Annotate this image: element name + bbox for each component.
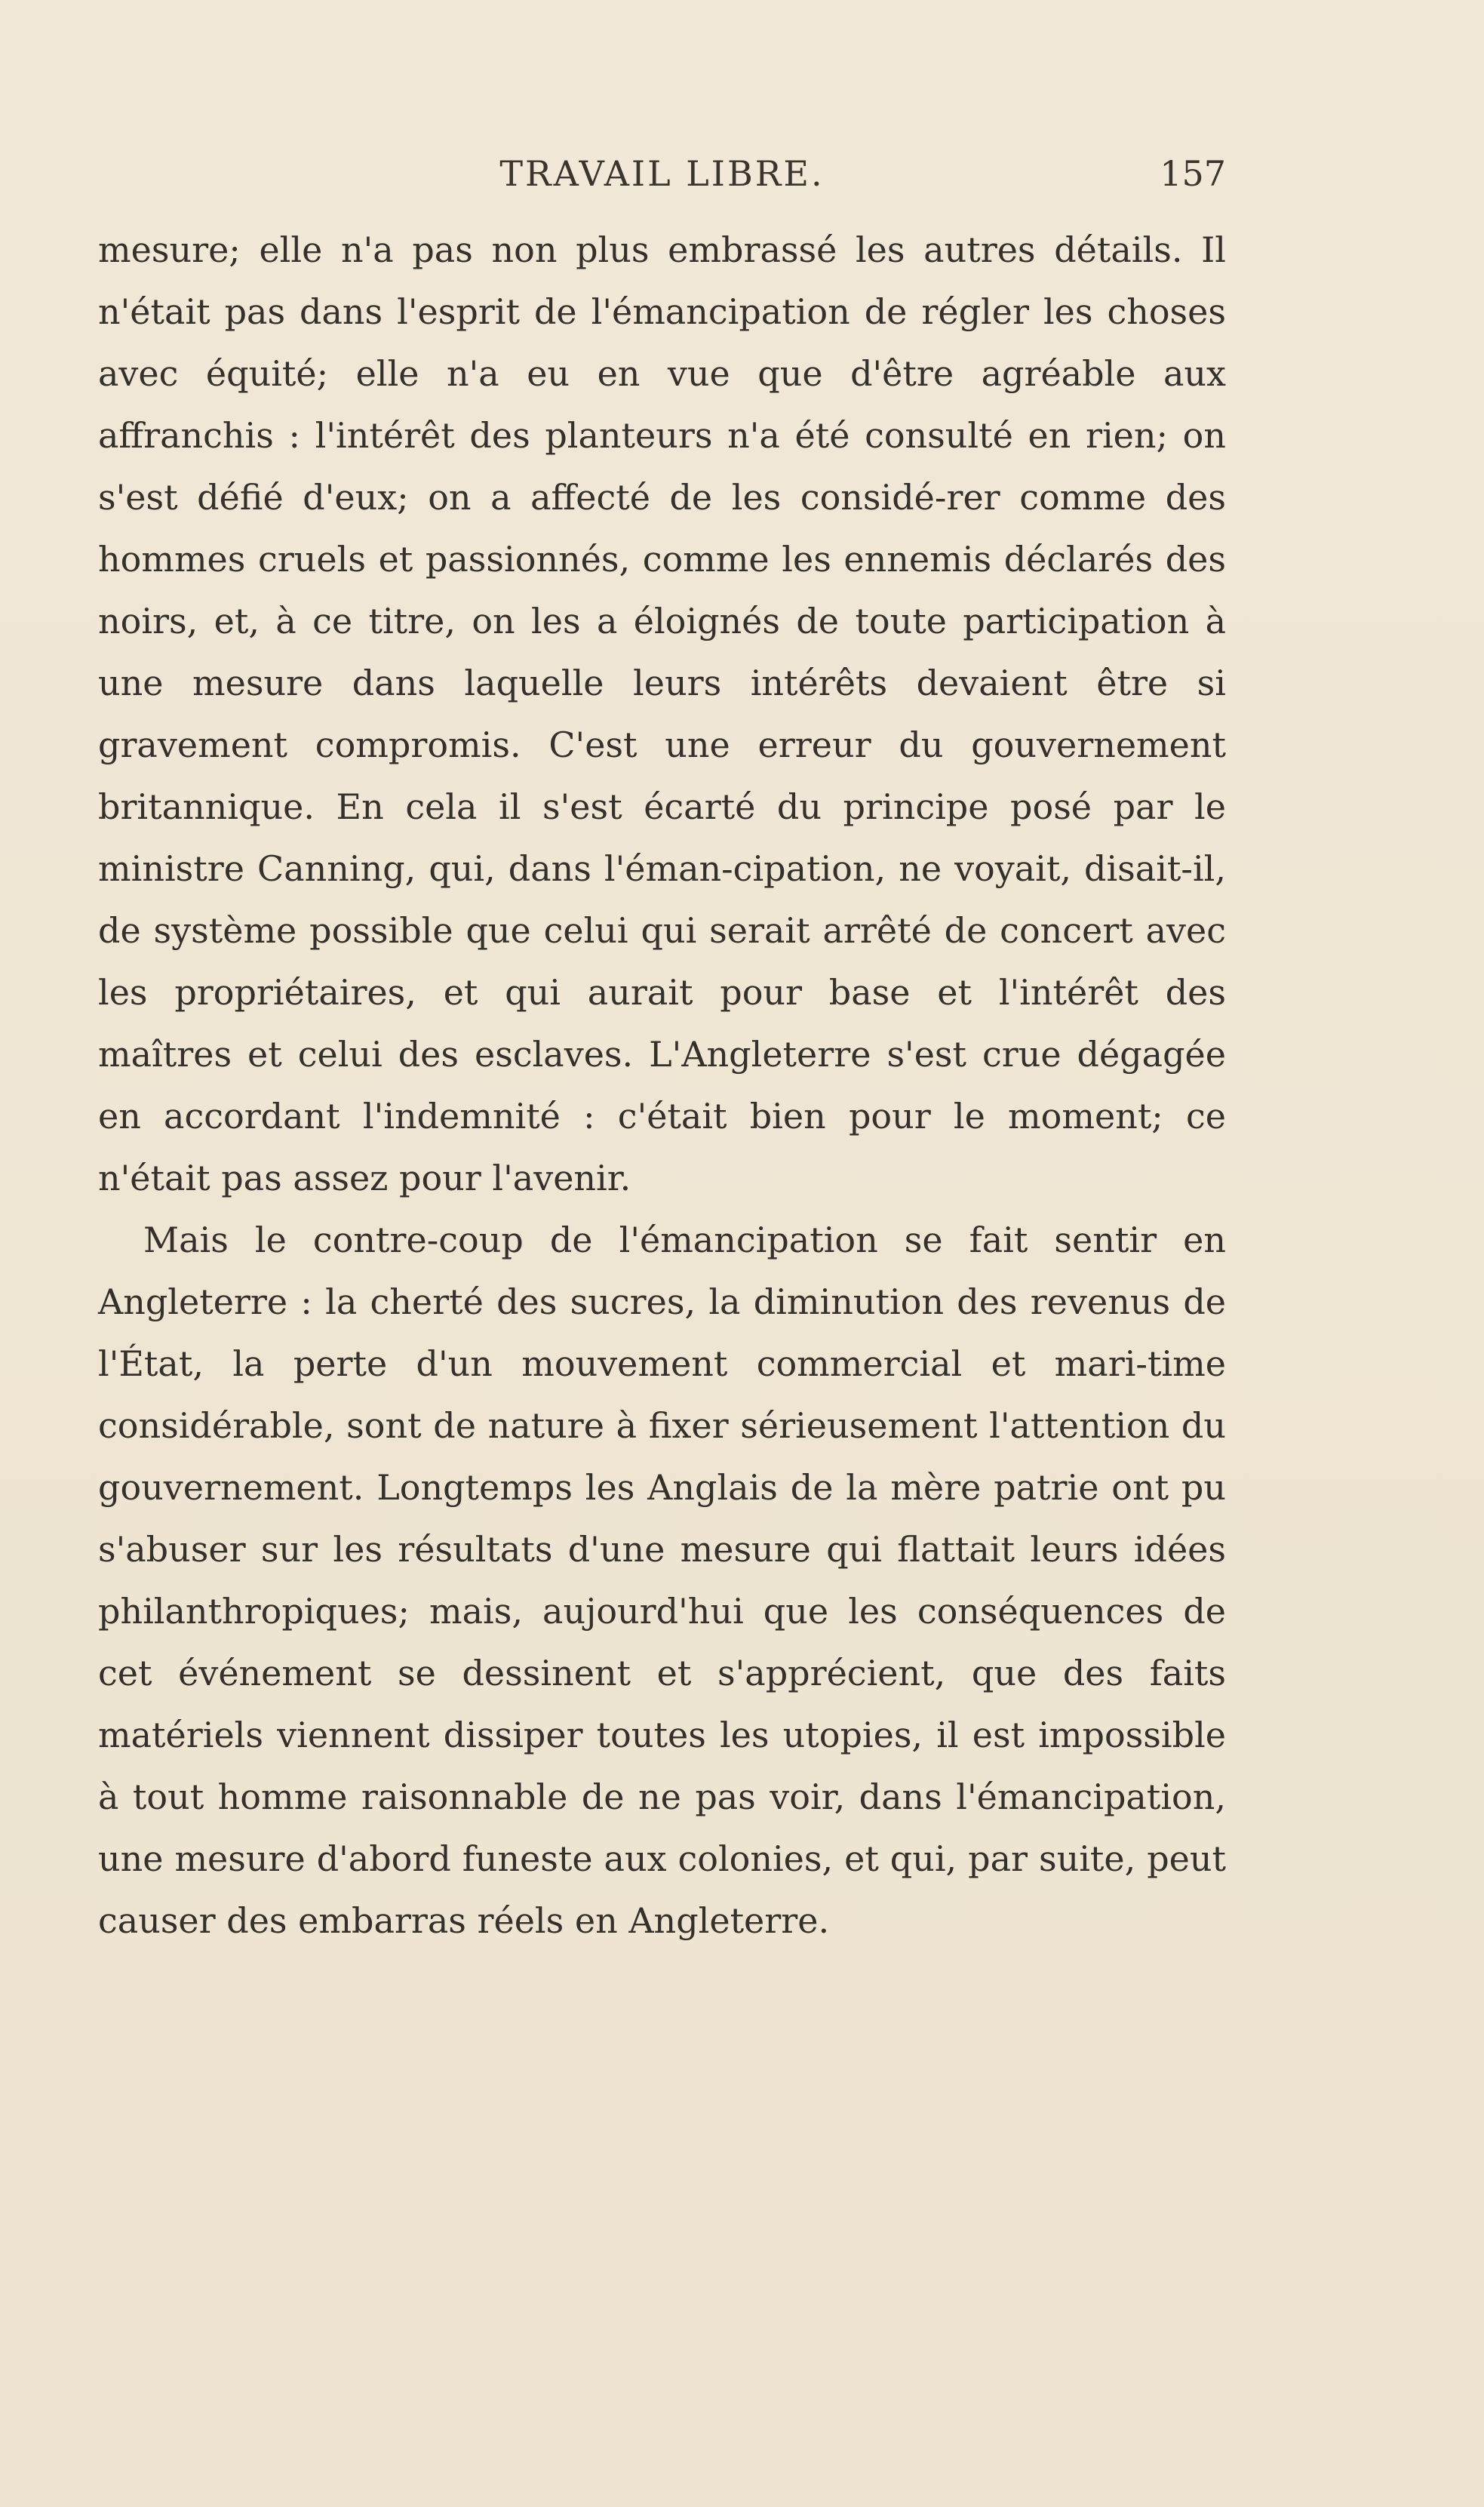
running-title: TRAVAIL LIBRE. [499,153,825,194]
running-head [98,147,1226,200]
page-number: 157 [1160,153,1226,194]
paragraph: Mais le contre-coup de l'émancipation se fait sentir en Angleterre : la cherté des sucres, la diminution des revenus de l'État, la perte d'un mouvement commercial et mari-time considérable, sont de nature à fixer sérieusement l'attention du gouvernement. Longtemps les Anglais de la mère patrie ont pu s'abuser sur les résultats d'une mesure qui flattait leurs idées philanthropiques; mais, aujourd'hui que les conséquences de cet événement se dessinent et s'apprécient, que des faits matériels viennent dissiper toutes les utopies, il est impossible à tout homme raisonnable de ne pas voir, dans l'émancipation, une mesure d'abord funeste aux colonies, et qui, par suite, peut causer des embarras réels en Angleterre. [98,1220,1226,1941]
paragraph-continued: mesure; elle n'a pas non plus embrassé les autres détails. Il n'était pas dans l'esprit de l'émancipation de régler les choses avec équité; elle n'a eu en vue que d'être agréable aux affranchis : l'intérêt des planteurs n'a été consulté en rien; on s'est défié d'eux; on a affecté de les considé-rer comme des hommes cruels et passionnés, comme les ennemis déclarés des noirs, et, à ce titre, on les a éloignés de toute participation à une mesure dans laquelle leurs intérêts devaient être si gravement compromis. C'est une erreur du gouvernement britannique. En cela il s'est écarté du principe posé par le ministre Canning, qui, dans l'éman-cipation, ne voyait, disait-il, de système possible que celui qui serait arrêté de concert avec les propriétaires, et qui aurait pour base et l'intérêt des maîtres et celui des esclaves. L'Angleterre s'est crue dégagée en accordant l'indemnité : c'était bien pour le moment; ce n'était pas assez pour l'avenir. [98,229,1226,1198]
body-text [98,219,1226,1952]
